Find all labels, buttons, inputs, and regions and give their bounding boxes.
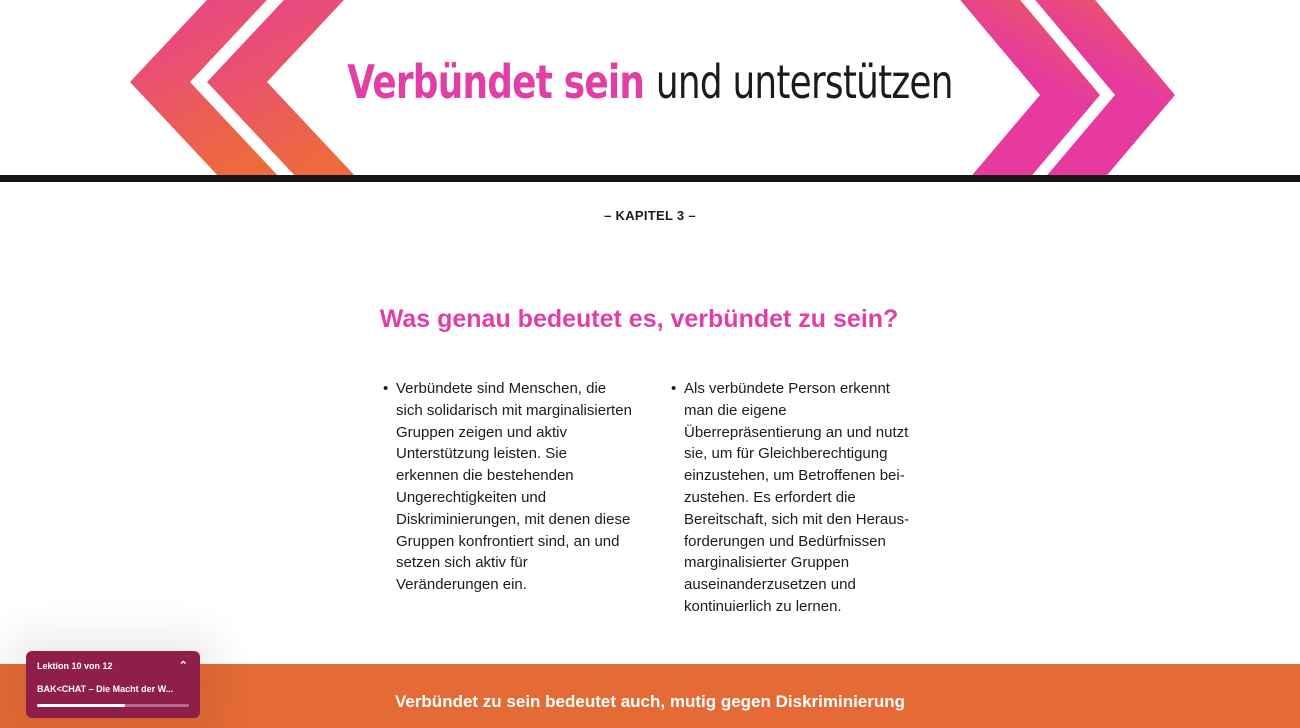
- lesson-count: Lektion 10 von 12: [37, 661, 113, 671]
- list-item: [671, 378, 920, 618]
- lesson-title[interactable]: BAK<CHAT – Die Macht der W...: [37, 684, 174, 694]
- lesson-progress-fill: [37, 704, 125, 707]
- banner-title: [143, 52, 1157, 112]
- bullet-list-left: [383, 378, 632, 596]
- list-item-text: Als verbündete Person erkennt man die eigene Überrepräsentierung an und nutzt sie, um für Gleichberechtigung einzustehen, um Betroffenen bei-zustehen. Es erfordert die Bereitschaft, sich mit den Heraus-forderungen und Bedürfnissen marginalisierter Gruppen auseinanderzusetzen und kontinuierlich zu lernen.: [684, 380, 910, 615]
- banner-title-highlight: Verbündet sein: [347, 55, 645, 109]
- list-item: [383, 378, 632, 596]
- bullet-icon: •: [671, 380, 677, 397]
- lesson-progress-widget[interactable]: [26, 651, 200, 718]
- chapter-label: – KAPITEL 3 –: [604, 208, 696, 223]
- bullet-list-right: [671, 378, 920, 618]
- section-heading: Was genau bedeutet es, verbündet zu sein?: [379, 305, 899, 333]
- header-banner: [0, 0, 1300, 175]
- header-divider: [0, 175, 1300, 182]
- list-item-text: Verbündete sind Menschen, die sich solidarisch mit marginalisierten Gruppen zeigen und aktiv Unterstützung leisten. Sie erkennen die bestehenden Ungerechtigkeiten und Diskriminierungen, mit denen diese Gruppen konfrontiert sind, an und setzen sich aktiv für Veränderungen ein.: [396, 380, 632, 594]
- banner-title-rest: und unterstützen: [655, 55, 953, 109]
- lesson-progress-bar: [37, 704, 189, 707]
- footer-text: Verbündet zu sein bedeutet auch, mutig gegen Diskriminierung: [394, 692, 906, 711]
- chevron-up-icon[interactable]: ⌃: [178, 660, 188, 672]
- bullet-icon: •: [383, 380, 389, 397]
